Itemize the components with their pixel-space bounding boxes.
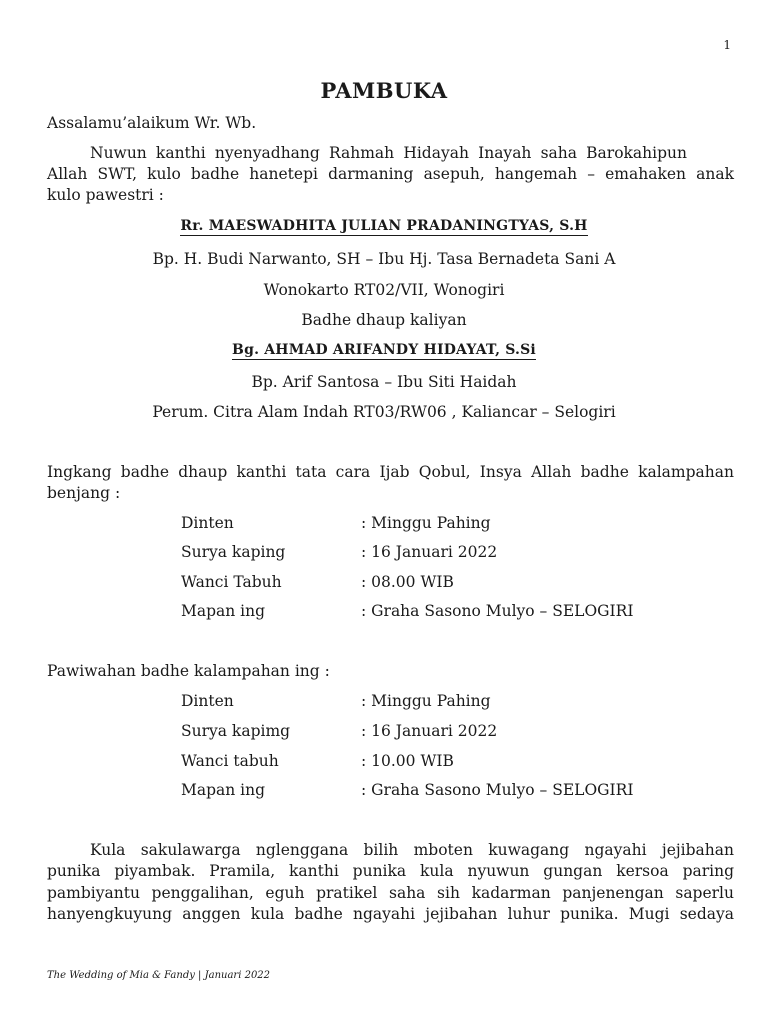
pawiwahan-row-label: Mapan ing bbox=[181, 781, 266, 799]
ijab-row-value: : 08.00 WIB bbox=[361, 573, 454, 591]
ijab-row-value: : Graha Sasono Mulyo – SELOGIRI bbox=[361, 602, 634, 620]
groom-parents: Bp. Arif Santosa – Ibu Siti Haidah bbox=[251, 373, 517, 391]
pawiwahan-row-label: Surya kapimg bbox=[181, 722, 291, 740]
ijab-row-label: Mapan ing bbox=[181, 602, 266, 620]
page-number: 1 bbox=[723, 38, 731, 52]
pawiwahan-row-value: : Minggu Pahing bbox=[361, 692, 491, 710]
groom-name: Bg. AHMAD ARIFANDY HIDAYAT, S.Si bbox=[232, 342, 536, 358]
ijab-intro-line-1: Ingkang badhe dhaup kanthi tata cara Ijab Qobul, Insya Allah badhe kalampahan bbox=[47, 463, 734, 481]
closing-line-2: punika piyambak. Pramila, kanthi punika kula nyuwun gungan kersoa paring bbox=[47, 862, 734, 880]
pawiwahan-intro: Pawiwahan badhe kalampahan ing : bbox=[47, 662, 330, 680]
pawiwahan-row-value: : Graha Sasono Mulyo – SELOGIRI bbox=[361, 781, 634, 799]
ijab-row-value: : Minggu Pahing bbox=[361, 514, 491, 532]
ijab-intro-line-2: benjang : bbox=[47, 484, 121, 502]
bride-name: Rr. MAESWADHITA JULIAN PRADANINGTYAS, S.H bbox=[180, 218, 588, 234]
closing-line-4: hanyengkuyung anggen kula badhe ngayahi jejibahan luhur punika. Mugi sedaya bbox=[47, 905, 734, 923]
pawiwahan-row-value: : 16 Januari 2022 bbox=[361, 722, 498, 740]
page-title: PAMBUKA bbox=[320, 78, 448, 103]
intro-line-2: Allah SWT, kulo badhe hanetepi darmaning asepuh, hangemah – emahaken anak bbox=[47, 165, 734, 183]
greeting: Assalamu’alaikum Wr. Wb. bbox=[47, 114, 257, 132]
ijab-row-value: : 16 Januari 2022 bbox=[361, 543, 498, 561]
connector-text: Badhe dhaup kaliyan bbox=[301, 311, 467, 329]
page-footer: The Wedding of Mia & Fandy | Januari 2022 bbox=[47, 970, 271, 981]
ijab-row-label: Wanci Tabuh bbox=[181, 573, 282, 591]
pawiwahan-row-label: Wanci tabuh bbox=[181, 752, 279, 770]
closing-line-1: Kula sakulawarga nglenggana bilih mboten kuwagang ngayahi jejibahan bbox=[90, 841, 734, 859]
ijab-row-label: Dinten bbox=[181, 514, 234, 532]
ijab-row-label: Surya kaping bbox=[181, 543, 286, 561]
intro-line-3: kulo pawestri : bbox=[47, 186, 164, 204]
closing-line-3: pambiyantu penggalihan, eguh pratikel saha sih kadarman panjenengan saperlu bbox=[47, 884, 734, 902]
groom-address: Perum. Citra Alam Indah RT03/RW06 , Kaliancar – Selogiri bbox=[152, 403, 616, 421]
bride-address: Wonokarto RT02/VII, Wonogiri bbox=[263, 281, 505, 299]
intro-line-1: Nuwun kanthi nyenyadhang Rahmah Hidayah Inayah saha Barokahipun bbox=[90, 144, 687, 162]
pawiwahan-row-value: : 10.00 WIB bbox=[361, 752, 454, 770]
pawiwahan-row-label: Dinten bbox=[181, 692, 234, 710]
bride-parents: Bp. H. Budi Narwanto, SH – Ibu Hj. Tasa Bernadeta Sani A bbox=[152, 250, 616, 268]
